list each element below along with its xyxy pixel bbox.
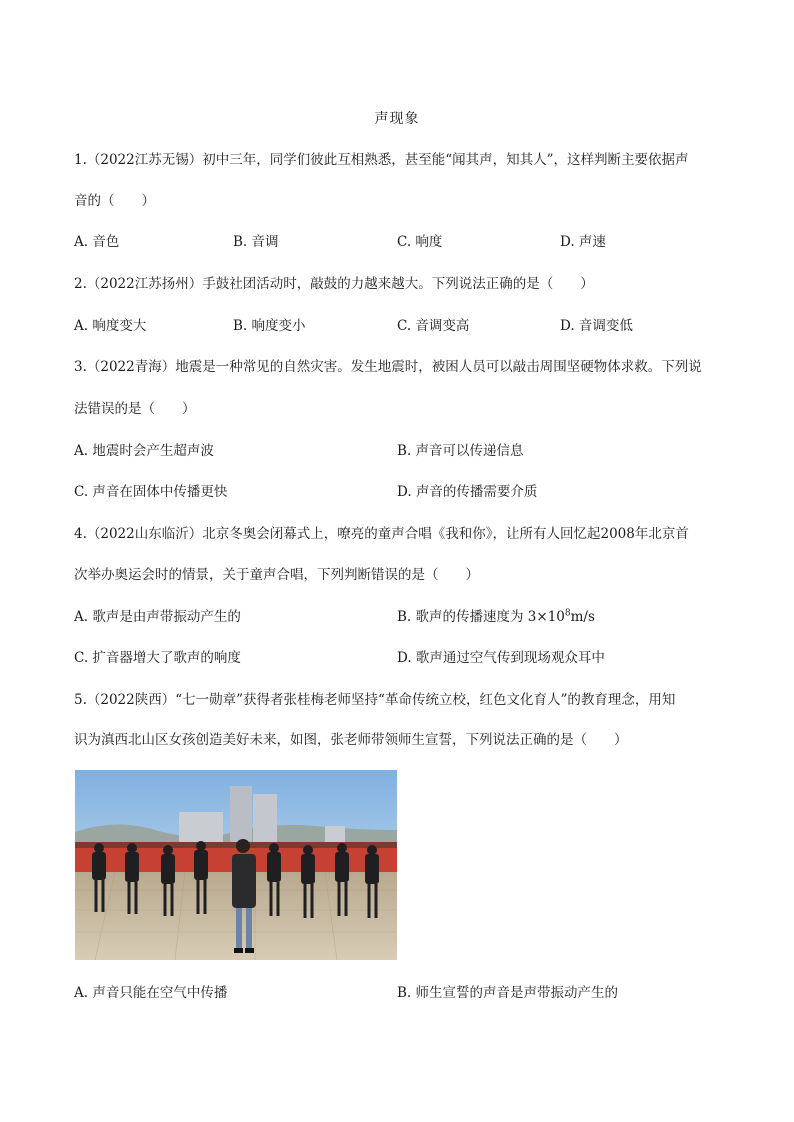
q3-option-d[interactable]: D. 声音的传播需要介质 [397, 484, 538, 500]
q3-option-a[interactable]: A. 地震时会产生超声波 [74, 443, 214, 459]
q1-stem-line1: 1.（2022江苏无锡）初中三年，同学们彼此互相熟悉，甚至能“闻其声，知其人”，这样判断主要依据声 [74, 152, 689, 168]
q4-option-b-exponent: 8 [564, 608, 571, 619]
q5-option-b[interactable]: B. 师生宣誓的声音是声带振动产生的 [397, 985, 619, 1001]
q4-option-c[interactable]: C. 扩音器增大了歌声的响度 [74, 650, 241, 666]
q4-option-b[interactable] [397, 607, 595, 627]
page-title: 声现象 [374, 111, 420, 127]
q2-option-b[interactable]: B. 响度变小 [233, 318, 306, 334]
q3-stem-line2: 法错误的是（ ） [74, 401, 196, 417]
q4-stem-line2: 次举办奥运会时的情景，关于童声合唱，下列判断错误的是（ ） [74, 567, 479, 583]
q5-stem-line2: 识为滇西北山区女孩创造美好未来，如图，张老师带领师生宣誓，下列说法正确的是（ ） [74, 732, 628, 748]
q1-option-c[interactable]: C. 响度 [397, 234, 443, 250]
q4-option-b-text: B. 歌声的传播速度为 3×10 [397, 609, 565, 625]
oath-ceremony-illustration [75, 770, 397, 960]
q1-option-a[interactable]: A. 音色 [74, 234, 120, 250]
oath-ceremony-photo [75, 770, 397, 960]
q2-option-d[interactable]: D. 音调变低 [560, 318, 633, 334]
q4-stem-line1: 4.（2022山东临沂）北京冬奥会闭幕式上，嘹亮的童声合唱《我和你》，让所有人回忆起2008年北京首 [74, 526, 689, 542]
q2-option-a[interactable]: A. 响度变大 [74, 318, 147, 334]
q3-option-b[interactable]: B. 声音可以传递信息 [397, 443, 524, 459]
q1-stem-line2: 音的（ ） [74, 193, 155, 209]
q4-option-a[interactable]: A. 歌声是由声带振动产生的 [74, 609, 241, 625]
q1-option-d[interactable]: D. 声速 [560, 234, 606, 250]
q2-stem-line1: 2.（2022江苏扬州）手鼓社团活动时，敲鼓的力越来越大。下列说法正确的是（ ） [74, 276, 594, 292]
q2-option-c[interactable]: C. 音调变高 [397, 318, 470, 334]
q4-option-b-unit: m/s [570, 609, 595, 625]
q3-stem-line1: 3.（2022青海）地震是一种常见的自然灾害。发生地震时，被困人员可以敲击周围坚硬物体求救。下列说 [74, 359, 702, 375]
q5-option-a[interactable]: A. 声音只能在空气中传播 [74, 985, 228, 1001]
q1-option-b[interactable]: B. 音调 [233, 234, 279, 250]
q3-option-c[interactable]: C. 声音在固体中传播更快 [74, 484, 228, 500]
q4-option-d[interactable]: D. 歌声通过空气传到现场观众耳中 [397, 650, 605, 666]
q5-stem-line1: 5.（2022陕西）“七一勋章”获得者张桂梅老师坚持“革命传统立校，红色文化育人”的教育理念，用知 [74, 692, 676, 708]
